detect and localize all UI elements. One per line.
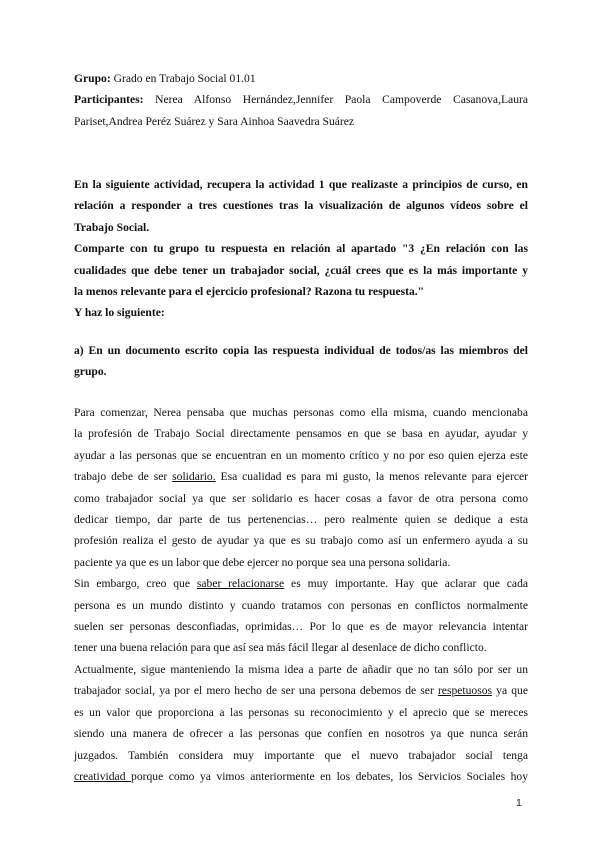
group-label: Grupo: (74, 72, 111, 85)
body-line: trabajador social, ya por el mero hecho de ser una persona debemos de ser respetuosos ya que (74, 684, 528, 698)
instruction-line: Comparte con tu grupo tu respuesta en relación al apartado "3 ¿En relación con las (74, 242, 528, 256)
body-line: paciente ya que es un labor que debe ejercer no porque sea una persona solidaria. (74, 555, 451, 569)
body-line: es un valor que proporciona a las personas su reconocimiento y el aprecio que se mereces (74, 705, 528, 719)
instruction-line: relación a responder a tres cuestiones tras la visualización de algunos vídeos sobre el (74, 199, 528, 213)
body-text (74, 402, 528, 787)
group-line (74, 68, 528, 89)
section-a-line: a) En un documento escrito copia las respuesta individual de todos/as las miembros del (74, 344, 528, 357)
underlined-solidario: solidario. (172, 470, 216, 484)
body-line: la profesión de Trabajo Social directamente pensamos en que se basa en ayudar, ayudar y (74, 427, 528, 441)
page-number: 1 (516, 797, 522, 809)
body-line: suelen ser personas desconfiadas, oprimidas… Por lo que es de mayor relevancia intentar (74, 620, 528, 634)
body-line: juzgados. También considera muy importante que el nuevo trabajador social tenga (74, 748, 528, 762)
participants-names-1: Nerea Alfonso Hernández,Jennifer Paola Campoverde Casanova,Laura (155, 93, 528, 107)
body-line: persona es un mundo distinto y cuando tratamos con personas en conflictos normalmente (74, 598, 528, 612)
section-a-line: grupo. (74, 365, 107, 379)
body-line: Sin embargo, creo que saber relacionarse es muy importante. Hay que aclarar que cada (74, 577, 529, 591)
body-line: creatividad porque como ya vimos anteriormente en los debates, los Servicios Sociales hoy (74, 769, 529, 783)
header-block (74, 68, 528, 132)
instruction-line: Y haz lo siguiente: (74, 306, 165, 320)
underlined-respetuosos: respetuosos (437, 684, 493, 698)
body-line: Actualmente, sigue manteniendo la misma idea a parte de añadir que no tan sólo por ser un (74, 662, 528, 676)
underlined-creatividad: creatividad (74, 769, 132, 783)
body-line: siendo una manera de ofrecer a las personas que confíen en nosotros ya que nunca serán (74, 727, 528, 741)
instruction-line: Trabajo Social. (74, 220, 150, 234)
body-line: como trabajador social ya que ser solidario es hacer cosas a favor de otra persona como (74, 491, 528, 505)
section-a-heading (74, 340, 528, 383)
group-value: Grado en Trabajo Social 01.01 (113, 72, 256, 85)
underlined-saber-relacionarse: saber relacionarse (196, 577, 285, 591)
body-line: ayudar a las personas que se encuentran en un momento crítico y no por eso quien ejerza este (74, 448, 528, 462)
body-line: dedicar tiempo, dar parte de tus pertenencias… pero realmente quien se dedique a esta (74, 513, 528, 527)
instruction-line: cualidades que debe tener un trabajador social, ¿cuál crees que es la más importante y (74, 263, 528, 277)
instructions-block (74, 174, 528, 324)
instruction-line: En la siguiente actividad, recupera la actividad 1 que realizaste a principios de curso, en (74, 178, 528, 191)
body-line: profesión realiza el gesto de ayudar ya que es su trabajo como así un enfermero ayuda a su (74, 534, 528, 548)
body-line: Para comenzar, Nerea pensaba que muchas personas como ella misma, cuando mencionaba (74, 406, 528, 419)
instruction-line: la menos relevante para el ejercicio profesional? Razona tu respuesta." (74, 285, 425, 299)
participants-label: Participantes: (74, 93, 144, 107)
participants-line-1 (74, 89, 528, 110)
participants-line-2: Pariset,Andrea Peréz Suárez y Sara Ainhoa Saavedra Suárez (74, 114, 355, 128)
body-line: trabajo debe de ser solidario. Esa cualidad es para mi gusto, la menos relevante para ejercer (74, 470, 528, 484)
body-line: tener una buena relación para que así sea más fácil llegar al desenlace de dicho conflicto. (74, 641, 487, 655)
